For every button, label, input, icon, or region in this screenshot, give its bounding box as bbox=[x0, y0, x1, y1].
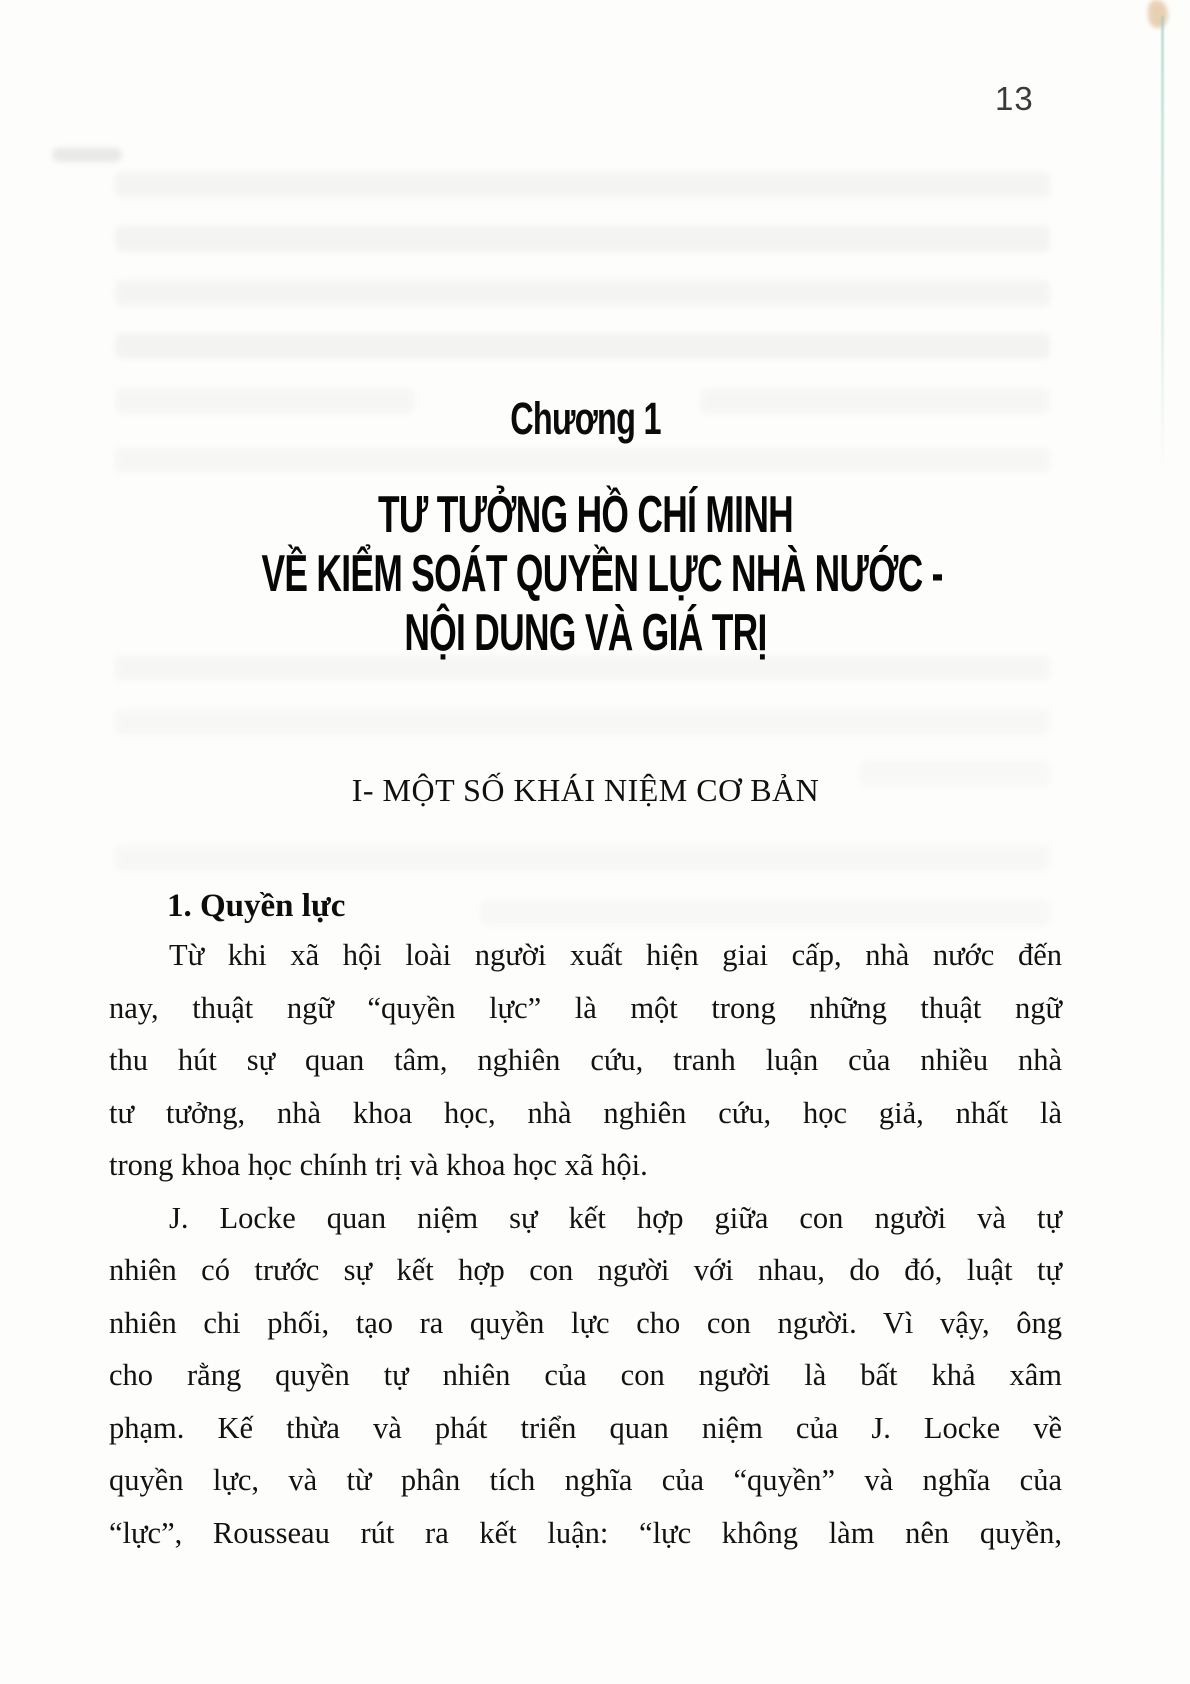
paragraph-line: trong khoa học chính trị và khoa học xã hội. bbox=[109, 1148, 648, 1182]
chapter-title-line: NỘI DUNG VÀ GIÁ TRỊ bbox=[404, 604, 767, 662]
scan-edge-mark bbox=[1148, 0, 1168, 28]
chapter-label: Chương 1 bbox=[510, 393, 661, 444]
paragraph-line: “lực”, Rousseau rút ra kết luận: “lực không làm nên quyền, bbox=[109, 1515, 1062, 1550]
bleed-through-artifact bbox=[115, 226, 1050, 252]
bleed-through-artifact bbox=[115, 280, 1050, 306]
paragraph-line: J. Locke quan niệm sự kết hợp giữa con người và tự bbox=[169, 1200, 1062, 1235]
bleed-through-artifact bbox=[115, 333, 1050, 359]
body-text bbox=[109, 929, 1062, 1559]
chapter-title-line: TƯ TƯỞNG HỒ CHÍ MINH bbox=[377, 486, 794, 544]
chapter-title-line: VỀ KIỂM SOÁT QUYỀN LỰC NHÀ NƯỚC - bbox=[261, 545, 943, 603]
paragraph-line: Từ khi xã hội loài người xuất hiện giai cấp, nhà nước đến bbox=[169, 938, 1062, 972]
bleed-through-artifact bbox=[115, 447, 1050, 473]
scan-edge-line bbox=[1161, 16, 1164, 471]
bleed-through-artifact bbox=[115, 845, 1050, 871]
paragraph-line: tư tưởng, nhà khoa học, nhà nghiên cứu, học giả, nhất là bbox=[109, 1095, 1062, 1130]
paragraph-line: quyền lực, và từ phân tích nghĩa của “quyền” và nghĩa của bbox=[109, 1463, 1062, 1497]
chapter-title bbox=[109, 486, 1062, 663]
page-number: 13 bbox=[995, 80, 1034, 117]
bleed-through-artifact bbox=[480, 900, 1050, 926]
scan-smudge bbox=[52, 148, 122, 162]
paragraph-line: nay, thuật ngữ “quyền lực” là một trong những thuật ngữ bbox=[109, 990, 1062, 1025]
subsection-heading: 1. Quyền lực bbox=[167, 888, 346, 924]
bleed-through-artifact bbox=[115, 709, 1050, 735]
paragraph-line: phạm. Kế thừa và phát triển quan niệm của J. Locke về bbox=[109, 1410, 1062, 1445]
section-heading: I- MỘT SỐ KHÁI NIỆM CƠ BẢN bbox=[351, 772, 820, 808]
paragraph-line: nhiên có trước sự kết hợp con người với nhau, do đó, luật tự bbox=[109, 1253, 1062, 1287]
bleed-through-artifact bbox=[115, 172, 1050, 198]
paragraph-line: nhiên chi phối, tạo ra quyền lực cho con người. Vì vậy, ông bbox=[109, 1305, 1062, 1340]
paragraph-line: thu hút sự quan tâm, nghiên cứu, tranh luận của nhiều nhà bbox=[109, 1043, 1062, 1077]
paragraph-line: cho rằng quyền tự nhiên của con người là bất khả xâm bbox=[109, 1358, 1062, 1392]
